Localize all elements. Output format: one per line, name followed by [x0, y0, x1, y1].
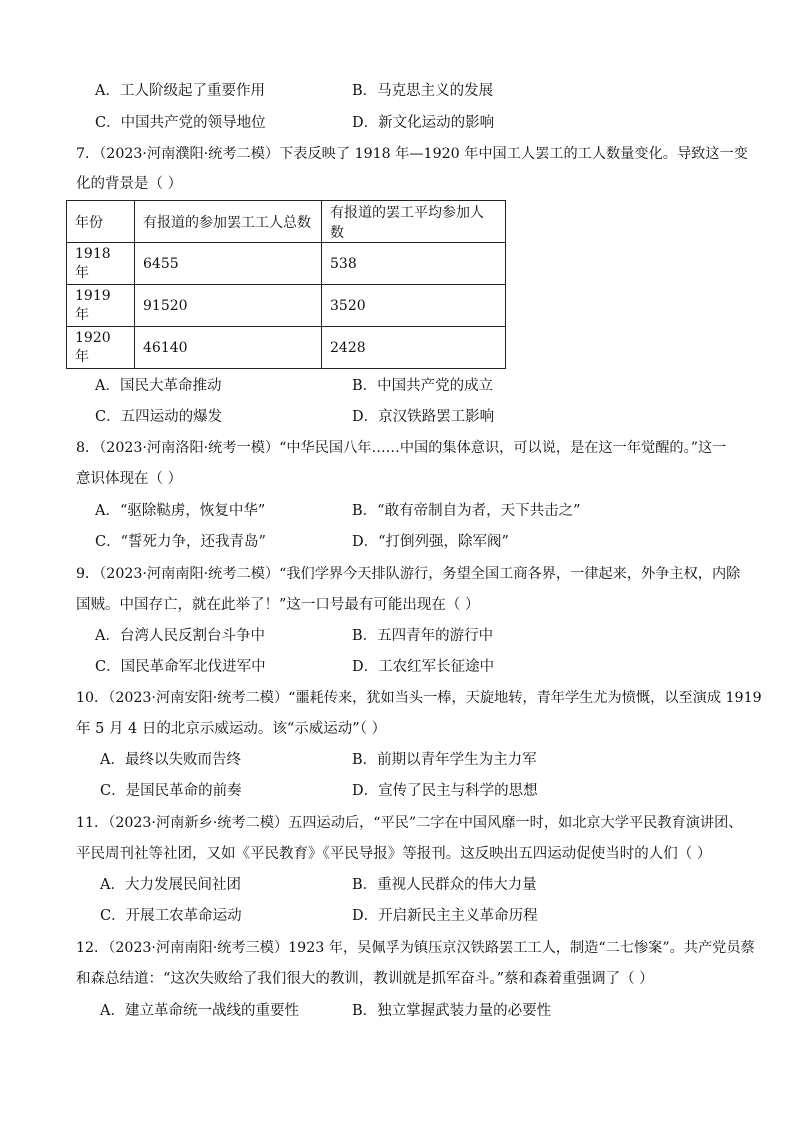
q9-stem-line2: 国贼。中国存亡，就在此举了！”这一口号最有可能出现在（ ） — [76, 597, 480, 613]
q6-option-c: C．中国共产党的领导地位 — [95, 115, 266, 131]
table-cell: 46140 — [135, 327, 322, 369]
q8-stem-line1: 8．（2023·河南洛阳·统考一模）“中华民国八年……中国的集体意识，可以说，是在这一年觉醒的。”这一 — [76, 440, 727, 456]
q11-option-b: B．重视人民群众的伟大力量 — [352, 877, 537, 893]
table-cell: 6455 — [135, 243, 322, 285]
table-cell: 3520 — [322, 285, 506, 327]
q7-option-b: B．中国共产党的成立 — [352, 378, 494, 394]
table-header-cell: 有报道的罢工平均参加人数 — [322, 201, 506, 243]
table-cell: 1920 年 — [67, 327, 135, 369]
q6-option-b: B．马克思主义的发展 — [352, 83, 494, 99]
q12-stem-line1: 12．（2023·河南南阳·统考三模）1923 年，吴佩孚为镇压京汉铁路罢工工人，制造“二七惨案”。共产党员蔡 — [76, 940, 755, 956]
table-cell: 1919 年 — [67, 285, 135, 327]
q6-option-a: A．工人阶级起了重要作用 — [95, 83, 265, 99]
q7-stem-line2: 化的背景是（ ） — [76, 176, 183, 192]
q8-option-a: A．“驱除鞑虏，恢复中华” — [95, 503, 266, 519]
q9-option-b: B．五四青年的游行中 — [352, 628, 494, 644]
q6-option-d: D．新文化运动的影响 — [352, 115, 495, 131]
q7-stem-line1: 7．（2023·河南濮阳·统考二模）下表反映了 1918 年—1920 年中国工人罢工的工人数量变化。导致这一变 — [76, 146, 748, 162]
table-row — [67, 285, 506, 327]
q9-option-c: C．国民革命军北伐进军中 — [95, 659, 266, 675]
q12-stem-line2: 和森总结道：“这次失败给了我们很大的教训，教训就是抓军奋斗。”蔡和森着重强调了（ ） — [76, 971, 654, 987]
q7-option-c: C．五四运动的爆发 — [95, 409, 223, 425]
q10-option-a: A．最终以失败而告终 — [100, 752, 241, 768]
table-cell: 538 — [322, 243, 506, 285]
table-cell: 2428 — [322, 327, 506, 369]
q7-option-a: A．国民大革命推动 — [95, 378, 222, 394]
table-cell: 1918 年 — [67, 243, 135, 285]
table-row — [67, 243, 506, 285]
q11-stem-line2: 平民周刊社等社团，又如《平民教育》《平民导报》等报刊。这反映出五四运动促使当时的人们（ ） — [76, 846, 712, 862]
table-header-cell: 年份 — [67, 201, 135, 243]
q10-option-c: C．是国民革命的前奏 — [100, 783, 242, 799]
q9-option-d: D．工农红军长征途中 — [352, 659, 495, 675]
q11-option-d: D．开启新民主主义革命历程 — [352, 908, 538, 924]
q11-stem-line1: 11．（2023·河南新乡·统考二模）五四运动后，“平民”二字在中国风靡一时，如北京大学平民教育演讲团、 — [76, 815, 743, 831]
q9-stem-line1: 9．（2023·河南南阳·统考二模）“我们学界今天排队游行，务望全国工商各界，一律起来，外争主权，内除 — [76, 566, 741, 582]
q8-stem-line2: 意识体现在（ ） — [76, 471, 183, 487]
table-header-cell: 有报道的参加罢工工人总数 — [135, 201, 322, 243]
q12-option-b: B．独立掌握武装力量的必要性 — [352, 1003, 552, 1019]
q10-option-d: D．宣传了民主与科学的思想 — [352, 783, 538, 799]
q9-option-a: A．台湾人民反割台斗争中 — [95, 628, 265, 644]
q7-table — [66, 200, 506, 369]
q7-option-d: D．京汉铁路罢工影响 — [352, 409, 495, 425]
q8-option-d: D．“打倒列强，除军阀” — [352, 534, 509, 550]
q10-stem-line1: 10．（2023·河南安阳·统考二模）“噩耗传来，犹如当头一棒，天旋地转，青年学生尤为愤慨，以至演成 1919 — [76, 690, 762, 706]
q10-stem-line2: 年 5 月 4 日的北京示威运动。该“示威运动”（ ） — [76, 721, 387, 737]
q10-option-b: B．前期以青年学生为主力军 — [352, 752, 537, 768]
q8-option-c: C．“誓死力争，还我青岛” — [95, 534, 266, 550]
table-row — [67, 327, 506, 369]
q11-option-c: C．开展工农革命运动 — [100, 908, 242, 924]
table-header-row — [67, 201, 506, 243]
q8-option-b: B．“敢有帝制自为者，天下共击之” — [352, 503, 581, 519]
q12-option-a: A．建立革命统一战线的重要性 — [100, 1003, 299, 1019]
q11-option-a: A．大力发展民间社团 — [100, 877, 241, 893]
table-cell: 91520 — [135, 285, 322, 327]
